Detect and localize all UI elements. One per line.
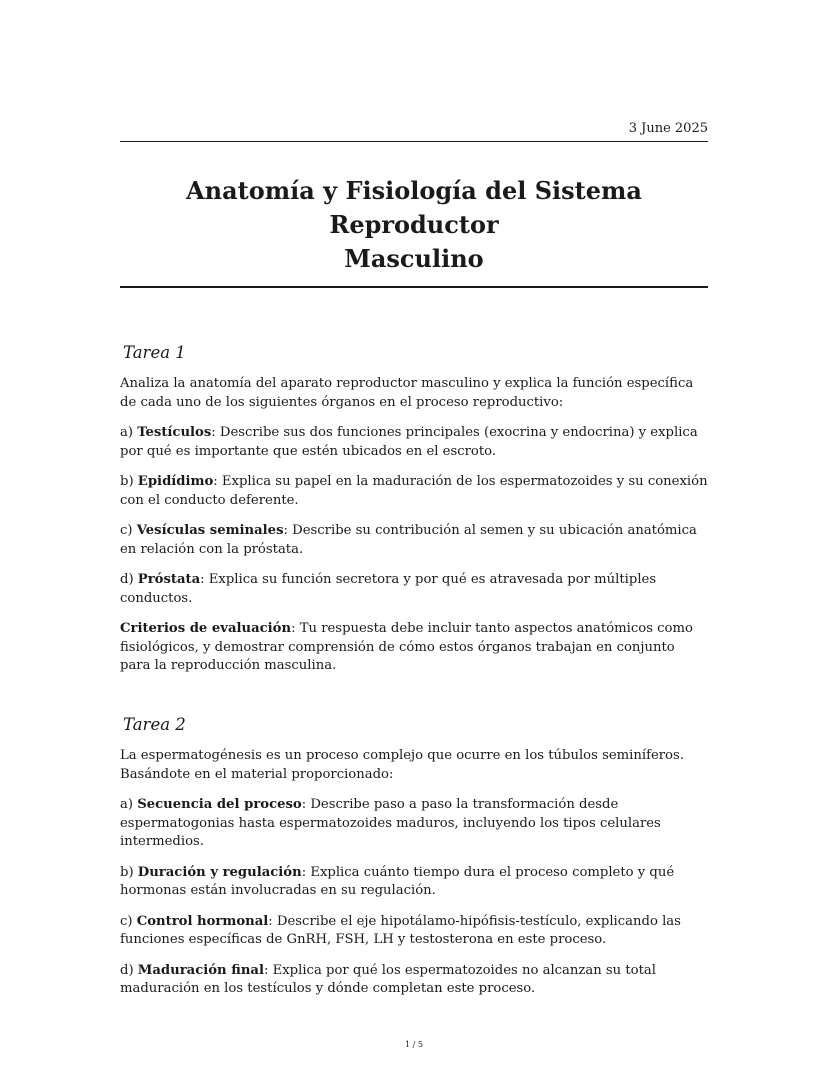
title-divider xyxy=(120,286,708,288)
document-title xyxy=(120,174,708,276)
document-page xyxy=(120,0,708,1071)
list-item: d) Maduración final: Explica por qué los espermatozoides no alcanzan su total maduración en los testículos y dónde completan este proceso. xyxy=(120,962,656,996)
section-heading: Tarea 2 xyxy=(123,715,186,734)
title-line-1: Anatomía y Fisiología del Sistema Reproductor xyxy=(186,176,642,239)
list-item: d) Próstata: Explica su función secretora y por qué es atravesada por múltiples conductos. xyxy=(120,572,657,606)
section-tarea-1 xyxy=(120,342,708,676)
item-term: Epidídimo xyxy=(137,474,214,489)
item-term: Maduración final xyxy=(137,962,264,978)
list-item: b) Epidídimo: Explica su papel en la maduración de los espermatozoides y su conexión con el conducto deferente. xyxy=(120,474,708,508)
list-item: c) Control hormonal: Describe el eje hipotálamo-hipófisis-testículo, explicando las funciones específicas de GnRH, FSH, LH y testosterona en este proceso. xyxy=(120,913,681,947)
criteria-term: Criterios de evaluación xyxy=(120,621,292,636)
page-number: 1 / 5 xyxy=(405,1040,423,1049)
section-heading: Tarea 1 xyxy=(123,343,186,362)
header-divider xyxy=(120,141,708,142)
section-intro: Analiza la anatomía del aparato reproductor masculino y explica la función específica de cada uno de los siguientes órganos en el proceso reproductivo: xyxy=(120,376,694,410)
section-intro: La espermatogénesis es un proceso complejo que ocurre en los túbulos seminíferos. Basándote en el material proporcionado: xyxy=(120,748,684,782)
item-term: Vesículas seminales xyxy=(136,523,284,538)
item-term: Duración y regulación xyxy=(137,864,302,880)
list-item: b) Duración y regulación: Explica cuánto tiempo dura el proceso completo y qué hormonas están involucradas en su regulación. xyxy=(120,864,675,898)
document-date: 3 June 2025 xyxy=(628,121,708,136)
evaluation-criteria: Criterios de evaluación: Tu respuesta debe incluir tanto aspectos anatómicos como fisiológicos, y demostrar comprensión de cómo estos órganos trabajan en conjunto para la reproducción masculina. xyxy=(120,621,693,673)
list-item: a) Testículos: Describe sus dos funciones principales (exocrina y endocrina) y explica por qué es importante que estén ubicados en el escroto. xyxy=(120,425,698,459)
list-item: c) Vesículas seminales: Describe su contribución al semen y su ubicación anatómica en relación con la próstata. xyxy=(120,523,697,557)
title-line-2: Masculino xyxy=(344,244,484,273)
item-term: Control hormonal xyxy=(136,913,269,929)
list-item: a) Secuencia del proceso: Describe paso a paso la transformación desde espermatogonias hasta espermatozoides maduros, incluyendo los tipos celulares intermedios. xyxy=(120,797,661,849)
item-term: Testículos xyxy=(137,425,212,440)
item-term: Secuencia del proceso xyxy=(137,797,302,812)
item-term: Próstata xyxy=(137,572,201,587)
section-tarea-2 xyxy=(120,714,708,999)
